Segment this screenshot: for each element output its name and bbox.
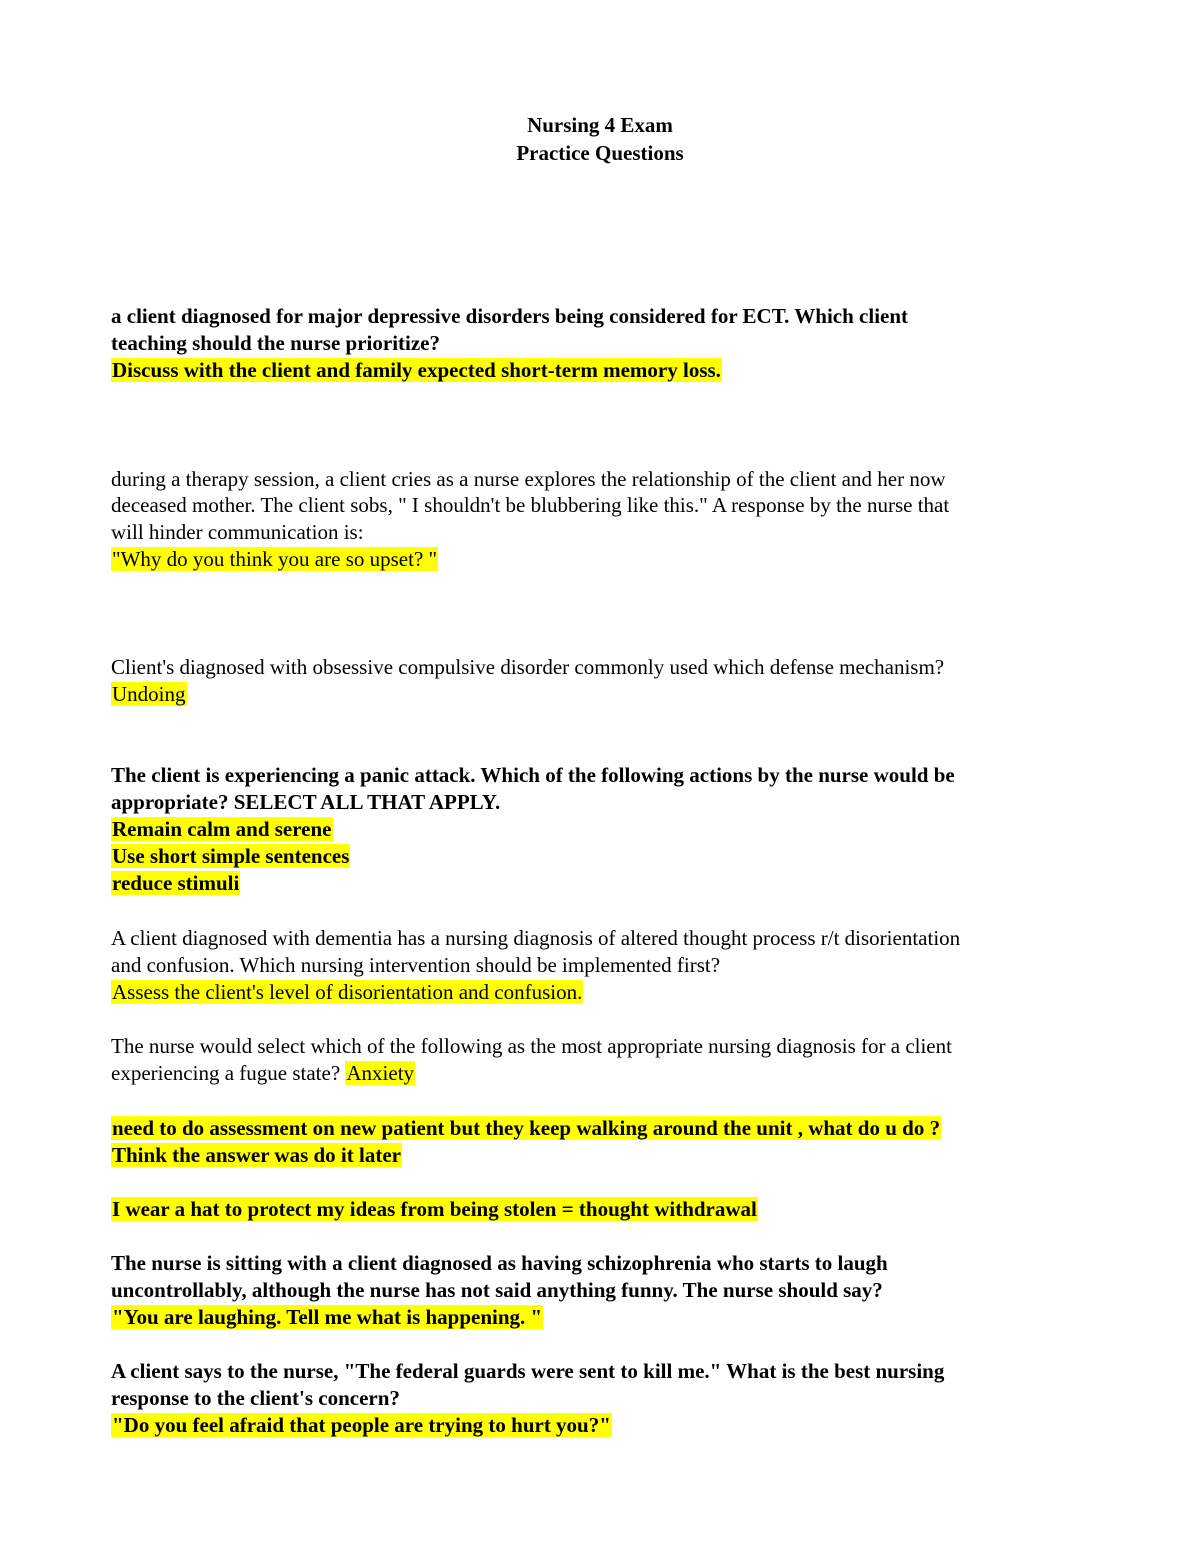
answer-10: "Do you feel afraid that people are trying to hurt you?" — [112, 1413, 611, 1437]
answer-3: Undoing — [112, 682, 186, 706]
page-subtitle: Practice Questions — [516, 141, 684, 165]
page-title: Nursing 4 Exam — [527, 113, 673, 137]
question-9-line-1: The nurse is sitting with a client diagnosed as having schizophrenia who starts to laugh — [111, 1251, 888, 1275]
question-4-line-2: appropriate? SELECT ALL THAT APPLY. — [111, 790, 501, 814]
answer-9: "You are laughing. Tell me what is happening. " — [112, 1305, 543, 1329]
question-6-line-2: experiencing a fugue state? Anxiety — [111, 1061, 415, 1085]
answer-4-3: reduce stimuli — [112, 871, 240, 895]
question-5-line-2: and confusion. Which nursing intervention should be implemented first? — [111, 953, 721, 977]
answer-1: Discuss with the client and family expected short-term memory loss. — [112, 358, 721, 382]
question-10-line-2: response to the client's concern? — [111, 1386, 400, 1410]
question-2-line-1: during a therapy session, a client cries as a nurse explores the relationship of the client and her now — [111, 467, 946, 491]
question-2-line-3: will hinder communication is: — [111, 520, 364, 544]
answer-6: Anxiety — [346, 1061, 415, 1085]
question-9-line-2: uncontrollably, although the nurse has not said anything funny. The nurse should say? — [111, 1278, 883, 1302]
note-7-line-1: need to do assessment on new patient but they keep walking around the unit , what do u do ? — [112, 1116, 941, 1140]
answer-2: "Why do you think you are so upset? " — [112, 547, 438, 571]
note-7-line-2: Think the answer was do it later — [112, 1143, 401, 1167]
question-2-line-2: deceased mother. The client sobs, " I shouldn't be blubbering like this." A response by the nurse that — [111, 493, 950, 517]
question-5-line-1: A client diagnosed with dementia has a nursing diagnosis of altered thought process r/t disorientation — [111, 926, 961, 950]
note-8: I wear a hat to protect my ideas from being stolen = thought withdrawal — [112, 1197, 757, 1221]
question-3-line-1: Client's diagnosed with obsessive compulsive disorder commonly used which defense mechanism? — [111, 655, 945, 679]
question-4-line-1: The client is experiencing a panic attack. Which of the following actions by the nurse would be — [111, 763, 955, 787]
question-6-line-1: The nurse would select which of the following as the most appropriate nursing diagnosis for a client — [111, 1034, 952, 1058]
question-10-line-1: A client says to the nurse, "The federal guards were sent to kill me." What is the best nursing — [111, 1359, 945, 1383]
question-1-line-1: a client diagnosed for major depressive disorders being considered for ECT. Which client — [111, 304, 909, 328]
question-1-line-2: teaching should the nurse prioritize? — [111, 331, 440, 355]
answer-5: Assess the client's level of disorientation and confusion. — [112, 980, 583, 1004]
answer-4-1: Remain calm and serene — [112, 817, 332, 841]
answer-4-2: Use short simple sentences — [112, 844, 350, 868]
